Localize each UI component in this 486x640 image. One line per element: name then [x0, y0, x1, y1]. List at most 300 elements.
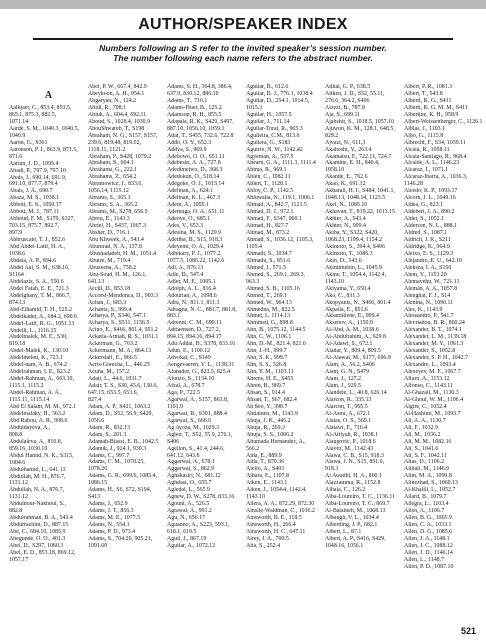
index-entry: Ahuja, S. S., 1006.2 [246, 431, 294, 438]
index-entry: Alcaraz-Ibarra, A., 1036.3, [404, 174, 468, 181]
index-entry: Adams, J., 652.9 [88, 501, 128, 508]
index-entry: 1078.26 [88, 466, 108, 473]
index-entry: Alblas, J., 1103.1 [404, 125, 446, 132]
index-entry: Alexander, L. M., 1139.18 [404, 334, 467, 341]
index-entry: Adams, S. H., 364.8, 386.4, [167, 84, 233, 90]
index-entry: Aguilar, D., 254.1, 1014.5, [246, 97, 310, 104]
index-entry: Aghdasi, O., 655.7 [167, 480, 212, 487]
index-entry: Abdelmalaky, H., 363.2 [9, 410, 66, 417]
index-entry: Abdelrahman, I. E., 823.2 [9, 369, 71, 376]
index-entry: Abgaryan, N., 124.2 [88, 97, 137, 104]
index-entry: Advokat, C., S149 [167, 355, 211, 362]
page-number: 521 [460, 626, 476, 636]
index-entry: Abel, P. W., 667.4, 842.9 [88, 84, 147, 90]
index-entry: Alexandre, L., 1093.4 [404, 362, 456, 369]
index-entry: Agnew, D. W., S278, 833.16 [167, 494, 235, 501]
index-entry: Adragna, N. C., 881.7, 881.8, [167, 306, 237, 313]
index-entry: Abraham, P., S428, 1079.2 [88, 153, 152, 160]
index-entry: Ahearn, G. A., 1111.3, 1111.4 [246, 160, 316, 167]
index-entry: Abboud, F. M., S179, S327, [9, 216, 75, 223]
index-entry: Afanador, G., 823.5, 825.4 [167, 369, 231, 376]
index-entry: Ahmad, F., S347, 960.1 [246, 216, 302, 223]
index-entry: S1164 [9, 271, 24, 278]
page-title: AUTHOR/SPEAKER INDEX [138, 16, 348, 33]
index-entry: Allen, A., 1106.7 [404, 508, 445, 515]
index-entry: Ahima, R., 969.1 [246, 167, 287, 174]
index-entry: Al-Hashimi, M., 1093.7 [404, 410, 461, 417]
index-entry: Alinezhad, S., 1060.13 [404, 480, 458, 487]
index-entry: Agellon, S., 41.4, 244.6, [167, 445, 225, 452]
index-entry: Ailera, A. A., 872.29, 872.30 [246, 501, 315, 508]
index-entry: Abel, E. D., 853.18, 869.12, [9, 550, 76, 556]
index-entry: Adedimeiwo, D., 368.3 [167, 167, 223, 174]
index-entry: Alem, Y., 1153.20 [404, 271, 447, 278]
index-entry: Adams, N., 554.1 [88, 522, 130, 529]
index-entry: Adam, S., 201.3 [88, 431, 127, 438]
index-column [246, 84, 325, 550]
index-entry: Alatawi, F., 716.4 [325, 424, 368, 431]
index-entry: Adriaensen, D., 727.2, [167, 327, 221, 334]
index-entry: Alazzamma, R., 1152.8 [325, 480, 381, 487]
index-entry: Abdel-Rahman, A. A., [9, 390, 62, 397]
index-entry: 918.3 [325, 466, 339, 473]
index-entry: Akins, T., 1054.4, 1142.4, [325, 271, 387, 278]
index-entry: Aiken, E., 1143.1 [246, 480, 288, 487]
index-entry: Adam, D., S52, 56.9, S429, [88, 410, 153, 417]
index-entry: Alarcon, T., 965.5 [325, 403, 368, 410]
index-entry: Aguilar, B. J., 776.1, 1038.4 [246, 90, 313, 97]
index-entry: Ali, F., 1032.9 [404, 424, 438, 431]
index-entry: Alawa, C. B., S15, 918.3 [325, 452, 384, 459]
index-entry: Aleixo, E. S., 1129.3 [404, 250, 454, 257]
index-entry: Albert, P. R., 1081.3 [404, 84, 453, 90]
index-entry: Alenina, N., 1090.11 [404, 299, 454, 306]
index-entry: 1091.60 [88, 542, 108, 549]
index-entry: Allen, J. A., 1148.1 [404, 535, 450, 542]
index-entry: Alba-Loureiro, T. C., 869.7 [325, 501, 390, 508]
index-entry: 963.3 [246, 278, 260, 285]
index-entry: 1057.17 [9, 556, 29, 563]
section-letter: A [44, 90, 53, 101]
index-entry: Ahuja, J. K., 445.2 [246, 417, 291, 424]
index-entry: Alcorn, J. L., 1049.16 [404, 195, 456, 202]
index-entry: Abdulhamid, L., 641.13 [9, 466, 66, 473]
index-entry: Ahmmed, G., 898.8 [246, 320, 293, 327]
index-entry: Alatas, O. S., 569.1 [325, 417, 372, 424]
index-entry: Afzal, A., 678.7 [167, 382, 205, 389]
index-entry: 1038.6 [9, 251, 26, 258]
index-entry: Abeykoon, A. H., 954.1 [88, 90, 145, 97]
index-entry: Ah Seo, Y., 390.7 [246, 403, 288, 410]
index-entry: Aaron, G., S361 [9, 139, 48, 146]
index-entry: AbouShwareb, T., S198 [88, 125, 145, 132]
index-entry: Adra, N., 811.1, 811.3 [167, 299, 220, 306]
index-entry: Akiba, Y., S322, S420, [325, 230, 379, 237]
index-entry: Aida, T., 870.36 [246, 459, 285, 466]
index-entry: 566.2 [246, 445, 260, 452]
index-entry: 703.15, 875.7, 892.7, [9, 223, 60, 230]
index-entry: 897.9 [9, 230, 23, 237]
index-entry: Ahuja, R., 269.3 [246, 424, 285, 431]
index-entry: Akande, E., 762.6 [325, 174, 368, 181]
index-entry: Ackatia-Armah, R. S., 1031.1 [88, 334, 159, 341]
index-entry: 637.9, 830.12, 886.10 [167, 90, 219, 97]
index-entry: Ahsan, S., 914.4 [246, 389, 285, 396]
index-entry: Adams, C. M., 1078.25, [88, 459, 145, 466]
page-header [0, 16, 486, 64]
index-entry: Ainslie-Waldman, C., 1016.2 [246, 508, 315, 515]
index-entry: Al-Abdulrahim, A., 629.8 [325, 334, 386, 341]
index-entry: Aaronson, P. I., 863.9, 871.5, [9, 146, 78, 153]
index-entry: Achanta, S., 999.4 [88, 306, 132, 313]
index-entry: Abdulaleva, A., 810.8, [9, 438, 63, 445]
index-entry: Akel, N., 1085.10 [325, 202, 368, 209]
index-entry: Alexeyev, M. F., 1067.7 [404, 369, 461, 376]
index-entry: Adi, A., 876.13 [167, 264, 204, 271]
index-entry: 1146.28 [404, 181, 423, 188]
index-entry: Ahmad, S., 1036.12, 1105.3, [246, 236, 314, 243]
index-entry: Ahmed, S. B., 1105.16 [246, 285, 300, 292]
index-entry: Aksamitiene, E., 999.4 [325, 313, 379, 320]
index-entry: Accili, D., 853.18 [88, 285, 131, 292]
index-entry: Addo, O. Y., 652.3 [167, 139, 212, 146]
index-entry: Abutre, M., 719.4 [88, 257, 131, 264]
index-entry: Aguilar, A., 1072.12 [167, 542, 216, 549]
index-entry: Aldrich, J. K., S211 [404, 236, 451, 243]
index-entry: Adle, D., 547.4 [167, 271, 204, 278]
index-entry: Agbor, T., S52, 55.9, 276.1, [167, 431, 233, 438]
index-entry: Akimoto, S., 394.4, S406 [325, 243, 385, 250]
index-entry: Akintimehin, L., 1045.9 [325, 264, 382, 271]
index-entry: Abdullah, N. A., 876.7, [9, 487, 65, 494]
index-entry: Aleksza, I. A., S150 [404, 264, 452, 271]
index-entry: Ahmad, H., 827.7 [246, 223, 289, 230]
index-entry: 1040.9 [9, 132, 26, 139]
index-entry: Abduldayeva, A., [9, 424, 51, 431]
index-entry: Abrahams, Z., 654.2 [88, 174, 137, 181]
index-entry: 1118.11, 1121.2 [88, 146, 126, 153]
index-entry: Adourian, A., 1098.6 [167, 292, 217, 299]
index-entry: Ajuwon, K. M., 128.1, 648.5, [325, 125, 395, 132]
index-entry: Al-Ghazali, M., 1130.3 [404, 389, 459, 396]
index-entry: Ahmedna, M., 822.5 [246, 306, 295, 313]
index-entry: Aldridge, K., 904.9 [404, 243, 450, 250]
index-entry: 1056.14, 1115.12 [88, 188, 129, 195]
index-entry: Abbott, E. S., 1050.17 [9, 202, 62, 209]
index-entry: Aja, S., 699.11 [325, 111, 361, 118]
index-entry: Abu Khweek, A., 543.4 [88, 236, 144, 243]
index-entry: Akin, D., 543.6 [325, 257, 362, 264]
index-entry: Alba-Loureiro, T. C., 1136.11 [325, 494, 396, 501]
index-entry: 1048.13, 1048.14, 1123.5 [325, 195, 386, 202]
index-entry: Ahmed, S., 269.1, 269.3, [246, 271, 305, 278]
index-entry: Al-Adawi, S., 672.1 [325, 341, 373, 348]
index-entry: 1056.6 [88, 417, 105, 424]
index-entry: Akamine, E. H., 840.4, [325, 160, 380, 167]
index-entry: Alcalde, A. L., 1146.23 [404, 160, 460, 167]
index-entry: Abiuk, A., 604.4, 692.11 [88, 111, 147, 118]
index-entry: 647.15, 653.5, 653.6, [88, 389, 139, 396]
index-entry: Abdala, A. P., 894.6 [9, 257, 57, 264]
index-entry: Ahn, Y. M., 1103.11 [246, 369, 294, 376]
index-entry: Agledal, L., 565.9 [167, 487, 210, 494]
index-entry: Aalkjaer, C., 853.4, 853.5, [9, 105, 72, 111]
index-entry: Ademuga, O. A., 651.11 [167, 209, 225, 216]
index-entry: Al Awadhi, H. A., 800.1 [325, 473, 382, 480]
index-entry: Abdelkader, A., 684.2, 690.6 [9, 313, 77, 320]
index-entry: Allen, P. D., 1087.10 [404, 563, 454, 570]
index-entry: Al-Attiyah, R., 1038.1 [325, 431, 379, 438]
index-entry: 641.13 [88, 278, 105, 285]
index-entry: Aghakasiri, N., 681.12 [167, 473, 221, 480]
index-entry: Alandete, L., 40.8, 626.14 [325, 389, 387, 396]
index-entry: Al-Abd, A. M., 1038.6 [325, 327, 379, 334]
index-entry: Alexander, S. P. H., 1042.7 [404, 355, 468, 362]
index-entry: Aguilar, B., 612.6 [246, 84, 289, 90]
index-entry: Adams, M. E., 1077.5 [88, 515, 141, 522]
index-entry: Ajabshir, S., 1018.5, 1057.10 [325, 118, 394, 125]
index-entry: 871.6 [9, 153, 23, 160]
index-entry: Agrawal, A., 991.2 [167, 508, 212, 515]
index-entry: Aengevaeren, V. L., 1138.31 [167, 362, 235, 369]
index-entry: Airey, J. A., 700.5 [246, 535, 289, 542]
index-entry: Aiken, J., 1054.4, 1142.4, [246, 487, 307, 494]
index-entry: Alderson, N. L., 888.1 [404, 223, 458, 230]
index-entry: Ahn, S. S., 526.8 [246, 362, 287, 369]
index-entry: Adun, E., 1100.12 [167, 348, 210, 355]
index-entry: 691.10, 877.7, 879.4 [9, 181, 58, 188]
index-entry: Ahmed, T., 269.1 [246, 292, 288, 299]
index-entry: Aitken, J. D., S52, 55.11, [325, 90, 385, 97]
index-entry: 1105.4 [246, 243, 262, 250]
index-entry: Aguilar-Toral, R., 965.3 [246, 125, 303, 132]
index-entry: 1071.14 [9, 118, 29, 125]
index-entry: Ahmad, A., 842.7, 1121.5 [246, 202, 307, 209]
index-entry: Abais, J., 690.14, 691.9, [9, 174, 67, 181]
index-entry: Ako, C., 831.3 [325, 292, 360, 299]
index-entry: Ahmed, I., 571.5 [246, 264, 286, 271]
index-entry: Ackerstaff, E., 966.5 [88, 355, 137, 362]
index-entry: Ali, S. F., 1042.11 [404, 452, 447, 459]
index-entry: Abumrad, N. A., 137.8 [88, 243, 142, 250]
index-entry: Abei, D., S297, 1060.3 [9, 543, 64, 550]
index-entry: Adar, T., S455, 732.6, 722.8 [167, 132, 234, 139]
index-entry: Aksenov, A., 1150.9 [325, 320, 373, 327]
index-entry: Aggarwal, A., 678.1 [167, 459, 215, 466]
index-entry: Alfaro, A., 1153.12 [404, 376, 450, 383]
index-entry: Abraham, S., 604.1 [88, 160, 134, 167]
index-entry: Akopyants, N., S466, 801.4 [325, 299, 391, 306]
index-entry: Ahn, D.-M., 821.4, 821.6 [246, 341, 306, 348]
index-entry: Abu-Soud, H. M., 126.1, [88, 271, 147, 278]
index-entry: Ahlert, T., 1120.1 [246, 181, 288, 188]
index-column [404, 84, 483, 571]
index-entry: Alemán, A. A., 1057.8 [404, 285, 458, 292]
index-entry: Akbarali, H. I., S484, 1041.1, [325, 188, 395, 195]
index-entry: Abidi, R., 708.1 [88, 104, 126, 111]
index-entry: Aladar, Y., 809.4, 809.5 [325, 348, 381, 355]
index-entry: Alexander, S., 1052.8 [404, 348, 456, 355]
title-rule [33, 38, 453, 40]
index-entry: Akao, K., 691.12 [325, 181, 366, 188]
index-entry: 1077.5, 1086.22, 1142.6 [167, 257, 225, 264]
index-entry: Allen, C. A., 1033.1 [404, 522, 452, 529]
index-entry: Alarcon, R., 335.13 [325, 396, 372, 403]
index-entry: Alcaraz, J., 1071.1 [404, 167, 449, 174]
index-entry: Alexander, M. Y., 1061.3 [404, 341, 464, 348]
index-entry: Adu Addai, B., S378, 833.16 [167, 341, 236, 348]
index-entry: 819.18 [9, 341, 26, 348]
index-entry: Allen, J. D., 1146.14 [404, 549, 453, 556]
index-entry: S406 [167, 438, 180, 445]
index-entry: Adamson, R. H., 855.5 [167, 111, 222, 118]
index-entry: Alcedo, K. P., 1093.17 [404, 188, 458, 195]
index-entry: Adams, H., S6, S72, S194, [88, 487, 152, 494]
index-entry: Aguilera, G., S183 [246, 139, 291, 146]
index-entry: Alenghat, F. J., S14 [404, 292, 451, 299]
index-entry: Acino, E., S466, 801.4, 951.2 [88, 327, 158, 334]
index-entry: Adapala, R. K., S429, S497, [167, 118, 234, 125]
index-entry: Alawa, J. N., S15, 851.6, [325, 459, 385, 466]
index-entry: Akhter, A., 543.4 [325, 216, 366, 223]
index-entry: Akahoshi, Y., 263.4 [325, 146, 372, 153]
index-entry: Albert, A. P., S416, S429, [325, 535, 386, 542]
top-gray-bar [0, 0, 486, 9]
index-entry: Al-Khalili, L., 1052.7 [404, 487, 456, 494]
index-entry: Ackerman, G., 763.2 [88, 341, 138, 348]
index-entry: Alder, S., 1052.1 [404, 216, 445, 223]
index-entry: Ahmadu, S., 851.6 [246, 257, 291, 264]
index-entry: Abrahams, G., 222.1 [88, 167, 138, 174]
index-entry: Allard, B., 1079.7 [404, 494, 447, 501]
index-entry: Allen, B. G., 1065.9 [404, 515, 452, 522]
index-entry: Adolph, A. L., 816.4 [167, 285, 216, 292]
index-entry: Alam, J., 929.5 [325, 382, 361, 389]
index-entry: Ackermann, M. A., 864.13 [88, 348, 152, 355]
index-entry: Adebesin, A. A., 727.8 [167, 160, 221, 167]
index-column [88, 84, 167, 550]
index-entry: Agarwal, A., S157, 863.8, [167, 396, 229, 403]
index-entry: Albert, T., 543.8 [404, 90, 443, 97]
index-entry: Ahmet, I., 1114.13 [246, 313, 291, 320]
index-entry: Ali, M., 1036.2 [404, 431, 441, 438]
index-entry: Albert-Weissenberger, C., 1126.1 [404, 118, 483, 125]
index-entry: Abbruscato, T. J., 852.6 [9, 237, 66, 244]
index-entry: Albaugh, V. L., 1034.4 [325, 515, 379, 522]
index-entry: Adesina, M. S., 1129.9 [167, 230, 222, 237]
index-entry: Adams-Huet, B., 125.2 [167, 104, 222, 111]
index-entry: Ahmadi, S., 1034.7 [246, 250, 292, 257]
index-entry: Akimoto, T., 1086.3 [325, 250, 373, 257]
index-entry: Akhter, N., 909.4 [325, 223, 366, 230]
index-entry: Abdelmelou, K., 723.1 [9, 355, 63, 362]
index-entry: Aita, S., 252.4 [246, 542, 281, 549]
index-entry: Ainsworth, B. E., 118.5 [246, 515, 302, 522]
index-entry: Alberti, K. G., S411 [404, 97, 452, 104]
index-entry: Ahn, S. K., 999.7 [246, 355, 288, 362]
index-entry: Abd Rabou, A. R., 908.6 [9, 417, 68, 424]
index-entry: Adedokun, O., 518.14 [167, 174, 220, 181]
index-entry: Adeoye, O., 685.1 [167, 216, 211, 223]
index-entry: Al-Bataineh, M., 1068.13 [325, 508, 386, 515]
index-entry: Ahn, B., 1075.12, 1144.5 [246, 327, 306, 334]
index-entry: Alam, A., 56.2, S406 [325, 362, 375, 369]
index-entry: Aihara, E., 1107.8 [246, 473, 289, 480]
index-entry: Abuzeena, A., 758.2 [88, 264, 137, 271]
index-entry: Abrams, S., 365.1 [88, 195, 131, 202]
index-entry: Addya, S., 969.9 [167, 146, 207, 153]
index-entry: Acharya, S., S511, 1156.5 [88, 320, 150, 327]
index-entry: Allen, L., 1148.7 [404, 556, 445, 563]
index-entry: Ahmad, D. J., 972.1 [246, 209, 294, 216]
index-entry: 1048.16, 1056.1 [325, 542, 364, 549]
index-entry: 1131.12 [9, 494, 28, 501]
index-entry: Aga, P., 722.5 [167, 389, 201, 396]
index-entry: Adler, M. E., 1005.1 [167, 278, 216, 285]
index-entry: 829.2 [325, 132, 339, 139]
index-entry: Abdel-Malek, K., 130.10 [9, 348, 69, 355]
index-entry: Adam, R., 832.13 [88, 424, 130, 431]
index-entry: Ahmed, W., 964.13 [246, 299, 292, 306]
index-entry: Ahrens, H. E., S455 [246, 376, 294, 383]
index-entry: Adamah-Biassi, E. B., 1042.5 [88, 438, 159, 445]
index-entry: Ahtiainen, M., 1143.9 [246, 410, 298, 417]
index-entry: Aguil, J., 867.19 [167, 535, 207, 542]
index-entry: 1058.10 [325, 167, 345, 174]
index-columns [0, 84, 486, 624]
index-entry: Aboud, S., 1028.4, 1030.9 [88, 118, 151, 125]
index-entry: 887.10, 1056.10, 1059.1 [167, 125, 225, 132]
index-entry: Alemayehu, W., 721.13 [404, 278, 460, 285]
index-entry: Ag Ayoza, M., 1029.3 [167, 424, 219, 431]
index-column [325, 84, 404, 550]
index-entry: Abdelaziz, S. A., 550.6 [9, 278, 64, 285]
index-entry: Ahrén, B., 969.7 [246, 382, 286, 389]
index-entry: 1143.10 [325, 278, 344, 285]
index-entry: 1143.10 [246, 494, 265, 501]
index-entry: Adams, P. D., 973.4 [88, 529, 136, 535]
index-entry: Alavez, M., 1142.43 [325, 445, 374, 452]
index-entry: Ahumada Hernández, A., [246, 438, 306, 445]
index-entry: Al-Alawai, M., S177, 696.9 [325, 355, 391, 362]
index-entry: Alejandro, E. U., 642.10 [404, 257, 462, 264]
index-entry: Ali, M. M., 1082.16 [404, 438, 452, 445]
index-entry: Abdulrahman, B. A., 543.4 [9, 515, 73, 522]
index-entry: 883.1 [167, 313, 181, 320]
index-entry: Aguilar, H., 1057.5 [246, 111, 292, 118]
index-entry: Acuña, M., 157.2 [88, 369, 130, 376]
index-entry: Alfonso, C., 1143.11 [404, 382, 453, 389]
index-entry: 1115.11, 1115.14 [9, 397, 50, 404]
index-entry: Allen, J. C., 1088.12 [404, 542, 453, 549]
index-entry: Adebowo, O. O., 651.11 [167, 153, 225, 160]
index-entry: Abadi, P., 797.9, 797.10 [9, 167, 66, 174]
index-column [9, 84, 88, 564]
index-entry: Al-Asmi, A., 672.1 [325, 410, 371, 417]
index-entry: 618.1, 619.5 [167, 529, 197, 535]
index-entry: Aiello, A., S493 [246, 466, 285, 473]
index-entry: Adelman, K. L., 467.3 [167, 195, 221, 202]
index-entry: Adams, S., 704.20, 905.21, [88, 535, 153, 542]
index-entry: Alim, M. A., 1099.8 [404, 473, 452, 480]
index-entry: Albo, G., 1115.8 [404, 132, 444, 139]
index-entry: Agarwal, S., 666.6 [167, 417, 212, 424]
index-entry: Alberding, J. P., 682.1 [325, 522, 378, 529]
index-entry: Aldred, S., 1087.1 [404, 230, 448, 237]
index-entry: Ahn, C. W., 1106.1 [246, 334, 292, 341]
index-entry: Abrams, M., S278, 656.5 [88, 209, 148, 216]
index-entry: Alam, G. N., S479 [325, 369, 370, 376]
